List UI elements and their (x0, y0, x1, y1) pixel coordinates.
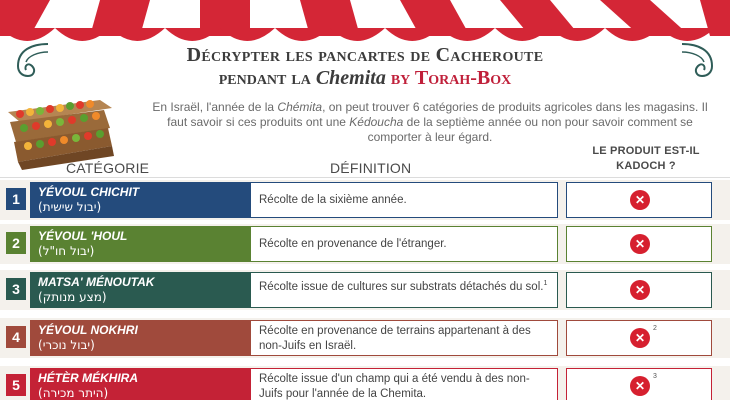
definition-box (250, 368, 558, 400)
row-number: 2 (6, 232, 26, 254)
definition-box (250, 272, 558, 308)
footnote-marker: 3 (653, 373, 657, 380)
intro-paragraph (150, 100, 710, 145)
definition-box (250, 320, 558, 356)
x-circle-icon: ✕ (630, 190, 650, 210)
intro-italic1: Chémita (277, 100, 323, 114)
x-circle-icon: ✕ (630, 234, 650, 254)
x-circle-icon: ✕ (630, 376, 650, 396)
row-number: 1 (6, 188, 26, 210)
category-name: YÉVOUL NOKHRI (38, 323, 138, 337)
row-number: 3 (6, 278, 26, 300)
category-box (30, 226, 250, 262)
title-italic: Chemita (315, 67, 386, 89)
category-name: YÉVOUL 'HOUL (38, 229, 128, 243)
x-circle-icon: ✕ (630, 280, 650, 300)
category-hebrew: (מצע מנותק) (38, 290, 107, 304)
definition-text: Récolte en provenance de l'étranger. (259, 237, 447, 250)
category-box (30, 272, 250, 308)
category-hebrew: (היתר מכירה) (38, 386, 109, 400)
title-prefix: pendant la (218, 67, 316, 89)
category-name: YÉVOUL CHICHIT (38, 185, 140, 199)
intro-italic2: Kédoucha (349, 115, 404, 129)
intro-part3: de la septième année ou non pour savoir comment se comporter à leur égard. (367, 115, 693, 144)
category-box (30, 320, 250, 356)
intro-part1: En Israël, l'année de la (152, 100, 278, 114)
row-number: 5 (6, 374, 26, 396)
footnote-marker: 2 (653, 325, 657, 332)
header-definition: DÉFINITION (330, 160, 412, 176)
definition-text: Récolte issue d'un champ qui a été vendu à des non-Juifs pour l'année de la Chemita. (259, 373, 530, 400)
category-box (30, 368, 250, 400)
kadoch-box (566, 368, 712, 400)
table-row-5 (0, 366, 730, 400)
table-row-1 (0, 180, 730, 220)
kadoch-box (566, 320, 712, 356)
header-divider (0, 177, 730, 178)
market-stall-illustration (0, 82, 118, 172)
category-hebrew: (יבול נוכרי) (38, 338, 95, 352)
definition-main: Récolte issue de cultures sur substrats détachés du sol. (259, 280, 544, 293)
kadoch-box (566, 182, 712, 218)
intro-part2: , on peut trouver 6 catégories de produits agricoles dans les magasins. Il faut savoir si ces produits ont une (167, 100, 708, 129)
header-category: CATÉGORIE (66, 160, 150, 176)
row-number: 4 (6, 326, 26, 348)
header-kadoch: LE PRODUIT EST-IL KADOCH ? (592, 145, 700, 172)
table-row-3 (0, 270, 730, 310)
category-name: MATSA' MÉNOUTAK (38, 275, 155, 289)
kadoch-box (566, 272, 712, 308)
definition-box (250, 226, 558, 262)
x-circle-icon: ✕ (630, 328, 650, 348)
category-hebrew: (יבול חו"ל) (38, 244, 95, 258)
kadoch-box (566, 226, 712, 262)
category-box (30, 182, 250, 218)
category-hebrew: (יבול שישית) (38, 200, 102, 214)
footnote-marker: 1 (543, 280, 548, 287)
page-title-line1: Décrypter les pancartes de Cacheroute (186, 44, 544, 66)
category-name: HÉTÈR MÉKHIRA (38, 371, 139, 385)
definition-text (259, 276, 547, 295)
definition-text: Récolte en provenance de terrains appartenant à des non-Juifs en Israël. (259, 325, 531, 352)
definition-text: Récolte de la sixième année. (259, 193, 407, 206)
table-row-4 (0, 318, 730, 358)
table-row-2 (0, 224, 730, 264)
definition-box (250, 182, 558, 218)
title-brand: by Torah-Box (390, 67, 512, 89)
